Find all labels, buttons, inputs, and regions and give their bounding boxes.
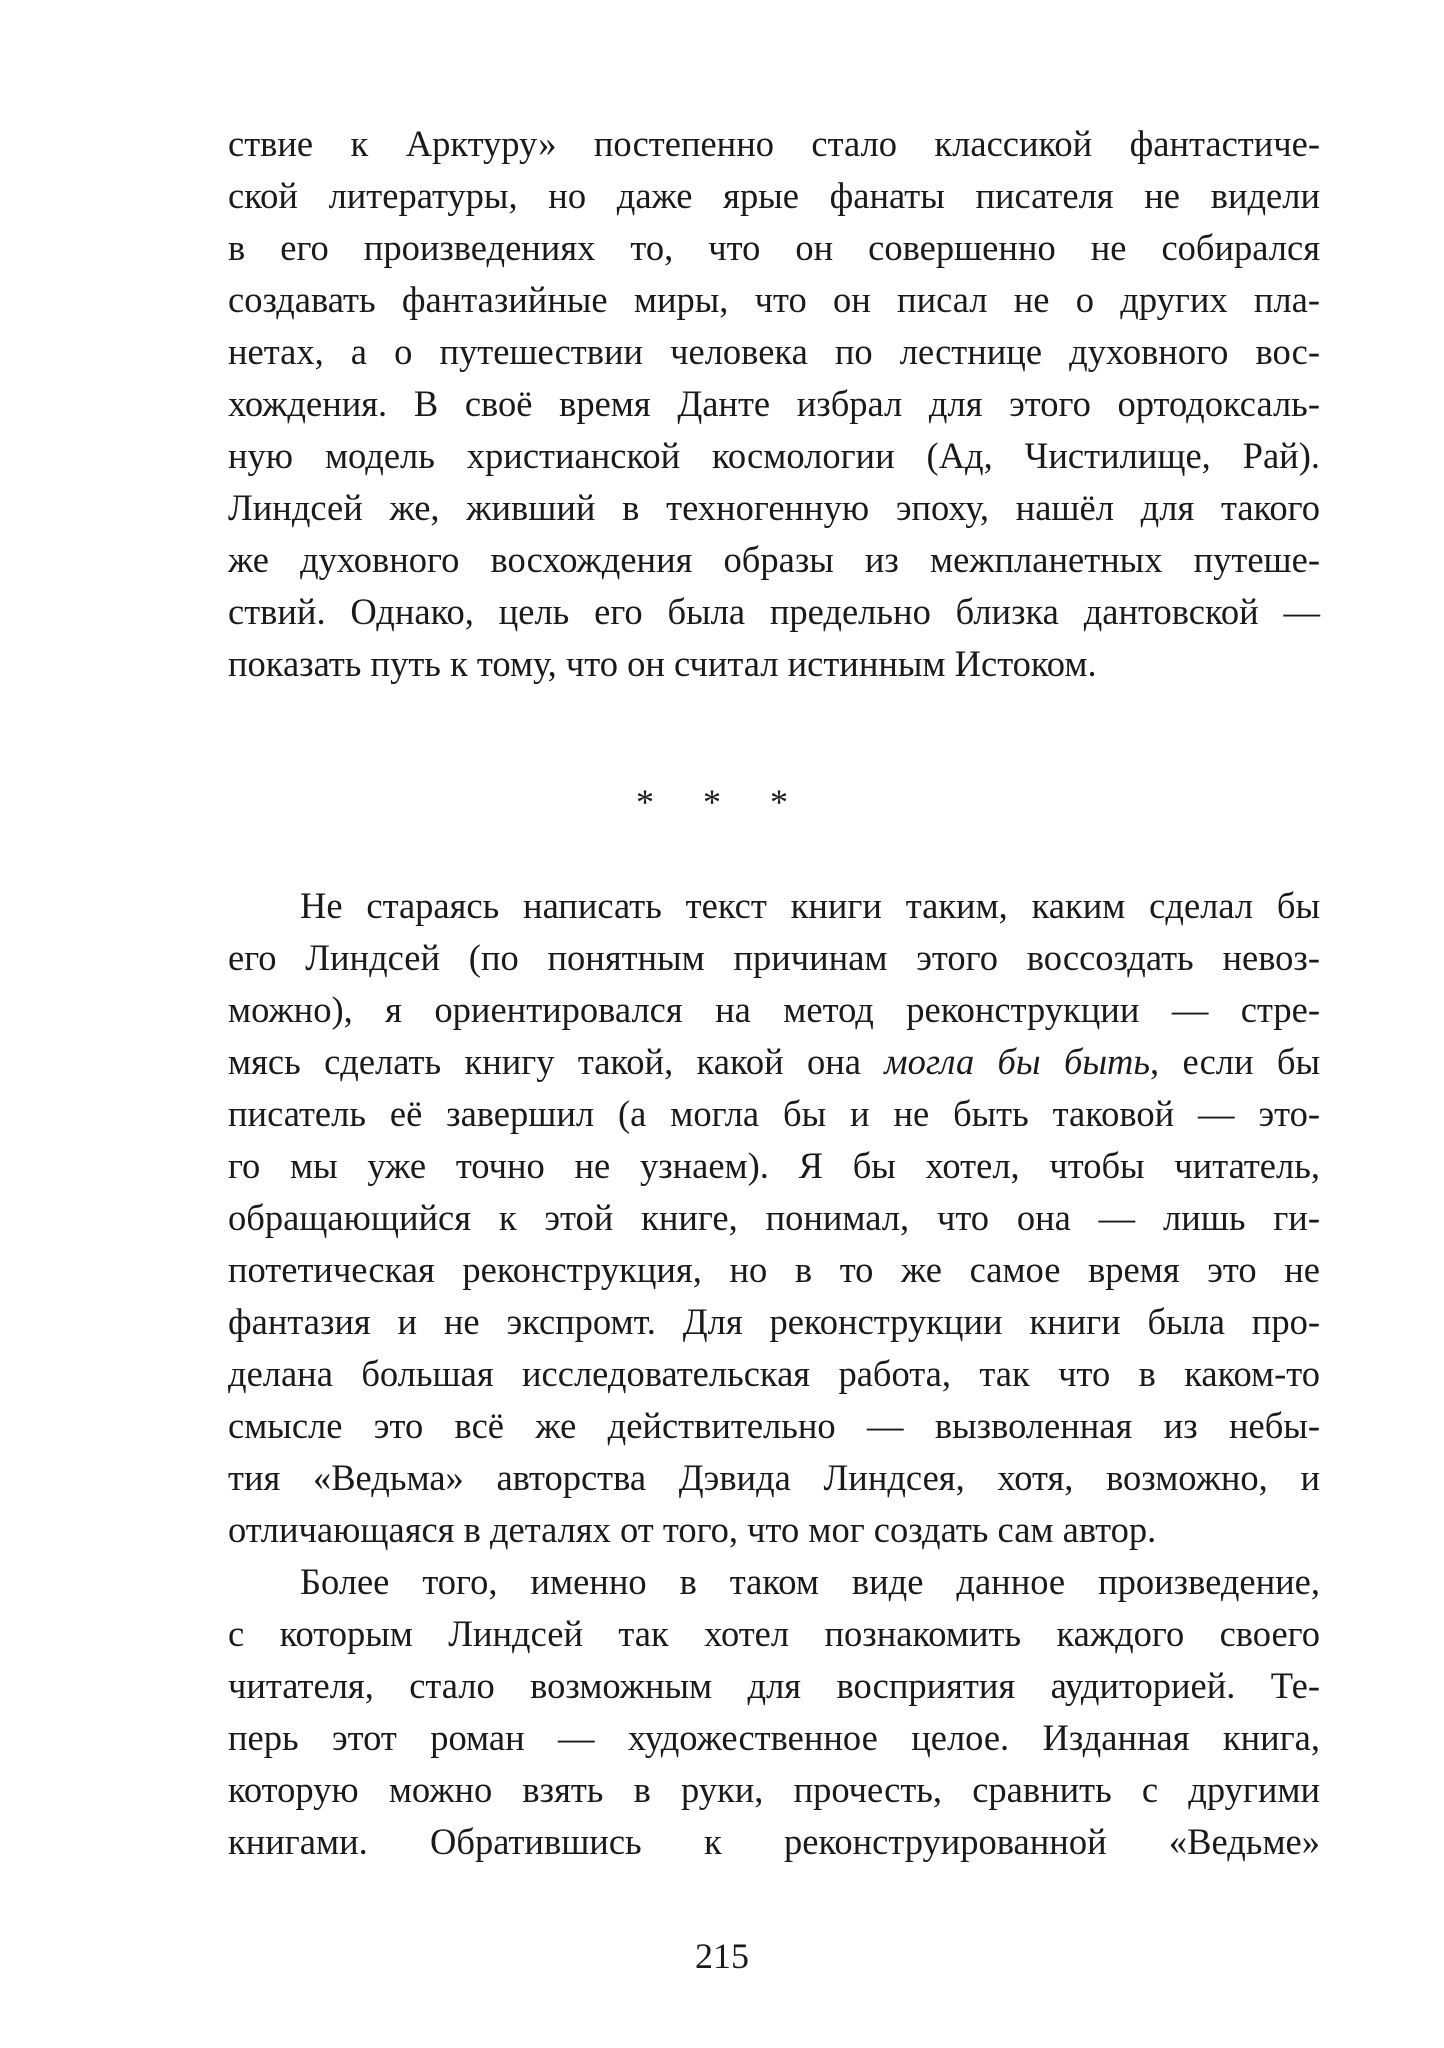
text-line: в его произведениях то, что он совершенно не собирался [228,227,1320,268]
text-line: показать путь к тому, что он считал истинным Истоком. [228,643,1097,684]
text-line: же духовного восхождения образы из межпланетных путеше- [228,539,1320,580]
text-segment: мясь сделать книгу такой, какой она [228,1041,885,1082]
text-line: нетах, а о путешествии человека по лестнице духовного вос- [228,331,1320,372]
text-line: делана большая исследовательская работа, так что в каком-то [228,1353,1320,1394]
text-line: книгами. Обратившись к реконструированной «Ведьме» [228,1821,1320,1862]
text-line: отличающаяся в деталях от того, что мог создать сам автор. [228,1509,1157,1550]
text-segment: , если бы [1150,1041,1320,1082]
text-line: читателя, стало возможным для восприятия аудиторией. Те- [228,1665,1320,1706]
paragraph-3 [228,1556,1320,1868]
text-line: тия «Ведьма» авторства Дэвида Линдсея, хотя, возможно, и [228,1457,1320,1498]
page-number: 215 [695,1936,749,1976]
text-line: потетическая реконструкция, но в то же самое время это не [228,1249,1320,1290]
text-line: которую можно взять в руки, прочесть, сравнить с другими [228,1769,1320,1810]
text-line: его Линдсей (по понятным причинам этого воссоздать невоз- [228,937,1320,978]
text-line: обращающийся к этой книге, понимал, что она — лишь ги- [228,1197,1320,1238]
text-line: писатель её завершил (а могла бы и не быть таковой — это- [228,1093,1320,1134]
text-line: ную модель христианской космологии (Ад, Чистилище, Рай). [228,435,1320,476]
text-line-with-italic [228,1036,1320,1088]
text-line: Более того, именно в таком виде данное произведение, [300,1561,1320,1602]
text-line: ствий. Однако, цель его была предельно близка дантовской — [228,591,1320,632]
paragraph-1 [228,118,1320,690]
text-line: смысле это всё же действительно — вызволенная из небы- [228,1405,1320,1446]
text-line: ствие к Арктуру» постепенно стало классикой фантастиче- [228,123,1320,164]
text-line: хождения. В своё время Данте избрал для этого ортодоксаль- [228,383,1320,424]
section-separator: * * * [636,782,808,822]
text-line: создавать фантазийные миры, что он писал не о других пла- [228,279,1320,320]
text-line: фантазия и не экспромт. Для реконструкции книги была про- [228,1301,1320,1342]
text-line: Не стараясь написать текст книги таким, каким сделал бы [300,885,1320,926]
text-line: с которым Линдсей так хотел познакомить каждого своего [228,1613,1320,1654]
text-line: го мы уже точно не узнаем). Я бы хотел, чтобы читатель, [228,1145,1320,1186]
paragraph-2 [228,880,1320,1556]
text-line: можно), я ориентировался на метод реконструкции — стре- [228,989,1320,1030]
italic-phrase: могла бы быть [884,1041,1151,1082]
text-line: перь этот роман — художественное целое. Изданная книга, [228,1717,1320,1758]
text-line: Линдсей же, живший в техногенную эпоху, нашёл для такого [228,487,1320,528]
text-line: ской литературы, но даже ярые фанаты писателя не видели [228,175,1320,216]
